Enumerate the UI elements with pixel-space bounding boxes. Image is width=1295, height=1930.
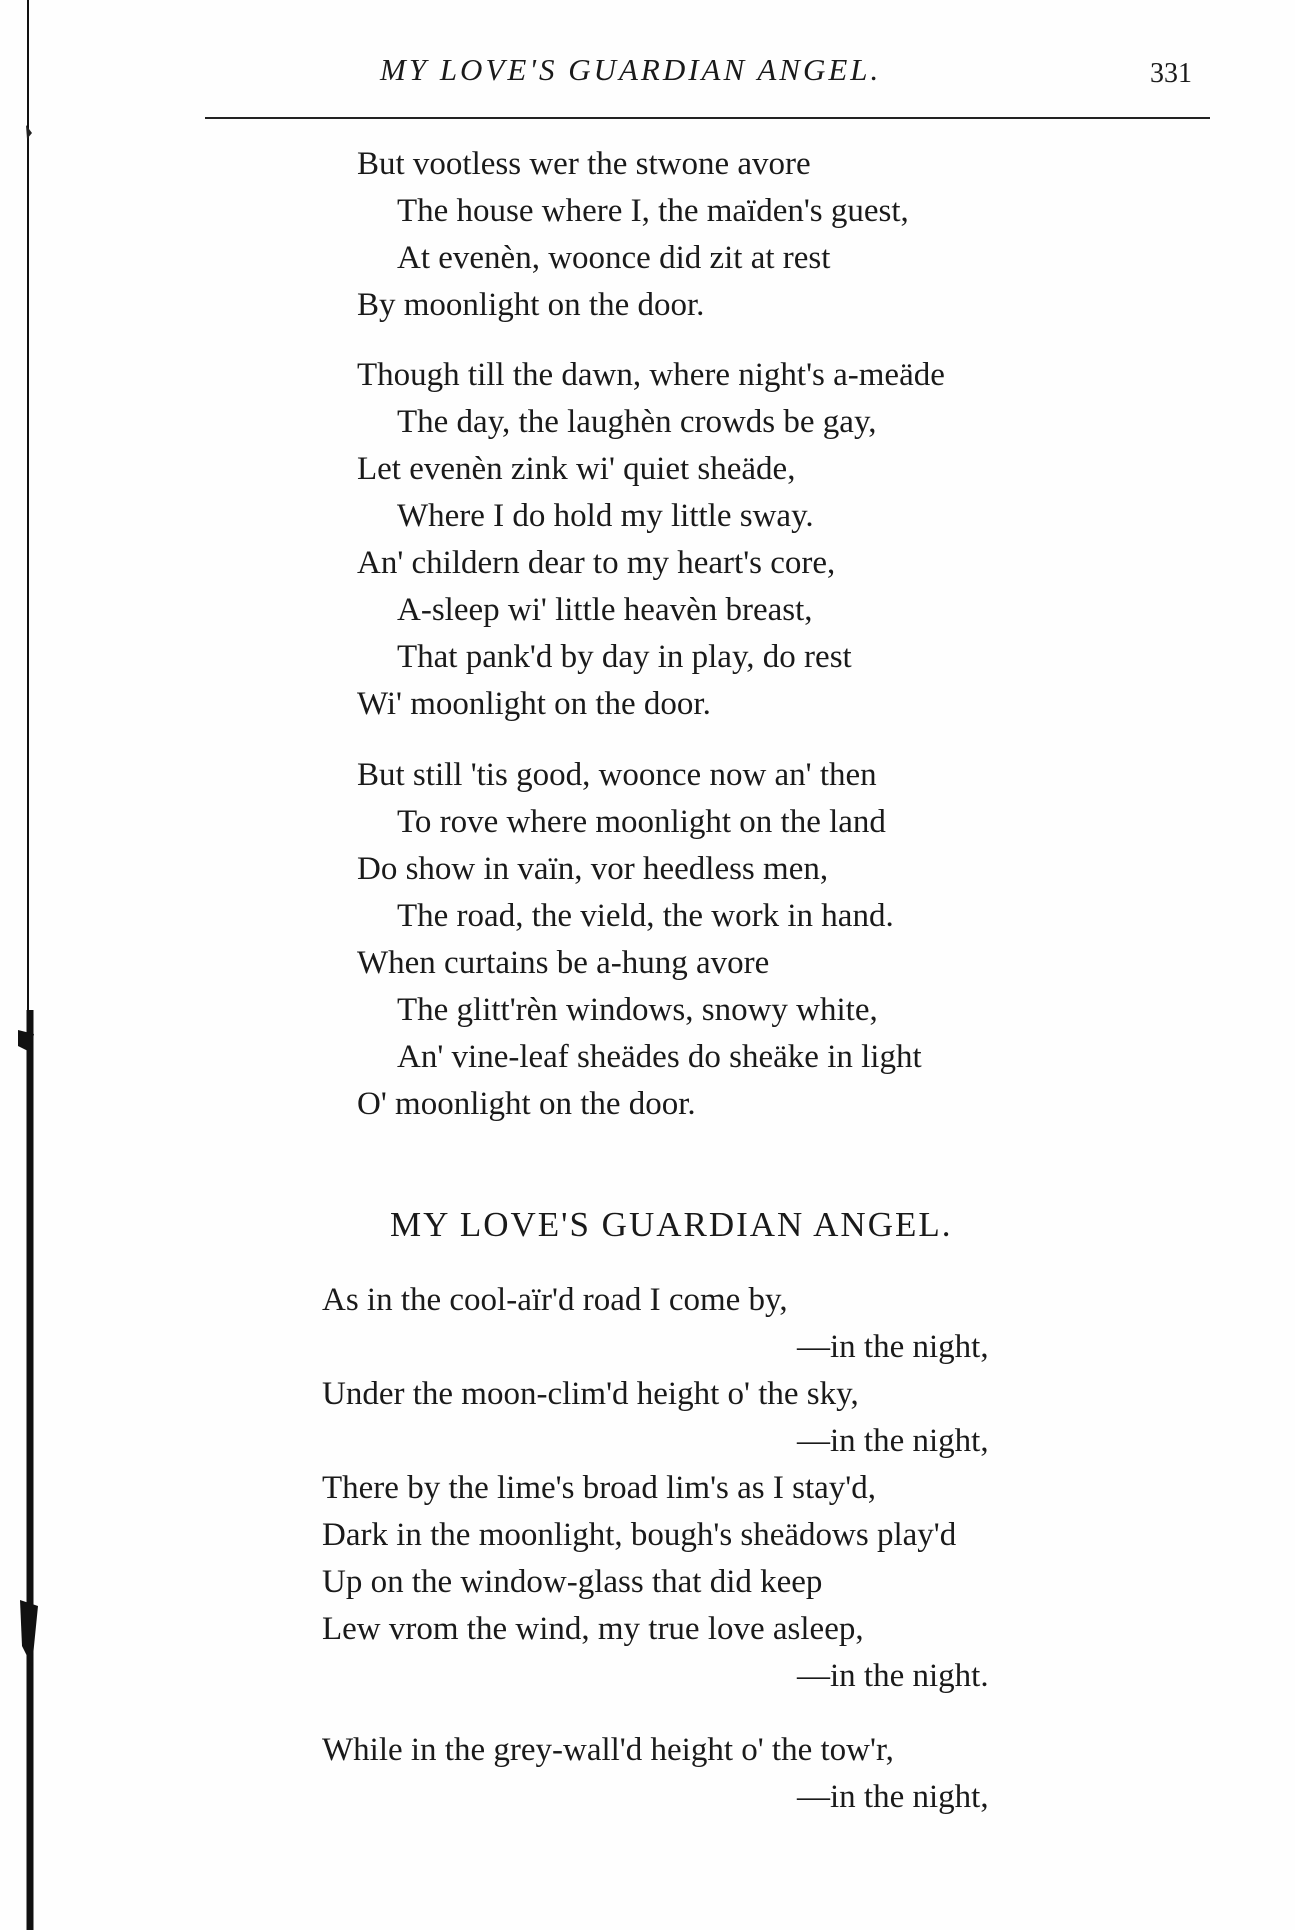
verse-line: Though till the dawn, where night's a-meäde <box>357 357 945 393</box>
verse-line: Where I do hold my little sway. <box>397 498 814 534</box>
verse-refrain: —in the night, <box>797 1779 989 1815</box>
verse-line: Do show in vaïn, vor heedless men, <box>357 851 829 887</box>
verse-line: O' moonlight on the door. <box>357 1086 696 1122</box>
verse-line: When curtains be a-hung avore <box>357 945 770 981</box>
poem-title: MY LOVE'S GUARDIAN ANGEL. <box>390 1205 953 1244</box>
verse-line: Dark in the moonlight, bough's sheädows play'd <box>322 1517 957 1553</box>
verse-line: But still 'tis good, woonce now an' then <box>357 757 877 793</box>
verse-line: To rove where moonlight on the land <box>397 804 886 840</box>
verse-line: Let evenèn zink wi' quiet sheäde, <box>357 451 796 487</box>
verse-line: Under the moon-clim'd height o' the sky, <box>322 1376 859 1412</box>
verse-line: The day, the laughèn crowds be gay, <box>397 404 877 440</box>
verse-line: While in the grey-wall'd height o' the tow'r, <box>322 1732 894 1768</box>
verse-line: Up on the window-glass that did keep <box>322 1564 823 1600</box>
verse-line: Wi' moonlight on the door. <box>357 686 711 722</box>
verse-line: The house where I, the maïden's guest, <box>397 193 909 229</box>
verse-refrain: —in the night, <box>797 1423 989 1459</box>
verse-line: As in the cool-aïr'd road I come by, <box>322 1282 788 1318</box>
verse-refrain: —in the night. <box>797 1658 989 1694</box>
verse-line: That pank'd by day in play, do rest <box>397 639 852 675</box>
verse-refrain: —in the night, <box>797 1329 989 1365</box>
binding-edge <box>8 0 38 1930</box>
verse-line: Lew vrom the wind, my true love asleep, <box>322 1611 864 1647</box>
verse-line: There by the lime's broad lim's as I stay'd, <box>322 1470 876 1506</box>
verse-line: The road, the vield, the work in hand. <box>397 898 894 934</box>
header-rule <box>205 117 1210 119</box>
verse-line: An' childern dear to my heart's core, <box>357 545 836 581</box>
verse-line: An' vine-leaf sheädes do sheäke in light <box>397 1039 922 1075</box>
running-title: MY LOVE'S GUARDIAN ANGEL. <box>380 52 882 87</box>
verse-line: By moonlight on the door. <box>357 287 705 323</box>
verse-line: At evenèn, woonce did zit at rest <box>397 240 831 276</box>
verse-line: The glitt'rèn windows, snowy white, <box>397 992 878 1028</box>
page-number: 331 <box>1150 58 1192 89</box>
verse-line: A-sleep wi' little heavèn breast, <box>397 592 813 628</box>
verse-line: But vootless wer the stwone avore <box>357 146 811 182</box>
